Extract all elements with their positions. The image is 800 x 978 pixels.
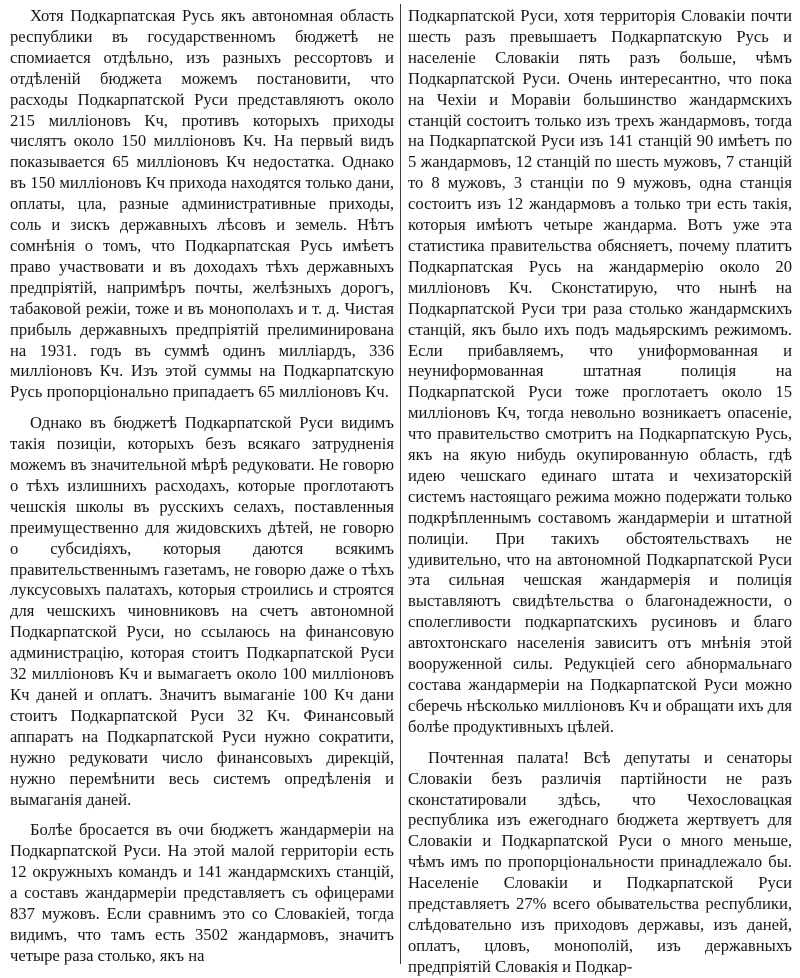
paragraph: Хотя Подкарпатская Русь якъ автономная область республики въ государственномъ бюджетѣ не спомиается отдѣльно, изъ разныхъ рессортовъ и отдѣленій бюджета можемъ постановити, что расходы Подкарпатской Руси представляютъ около 215 милліоновъ Кч, противъ которыхъ приходы числятъ около 150 милліоновъ Кч. На первый видъ показывается 65 милліоновъ Кч недостатка. Однако въ 150 милліоновъ Кч прихода находятся только дани, оплаты, цла, разные административные приходы, соль и зискъ державныхъ лѣсовъ и земель. Нѣтъ сомнѣнія о томъ, что Подкарпатская Русь имѣетъ право участвовати и въ доходахъ тѣхъ державныхъ предпріятій, напримѣръ почты, желѣзныхъ дорогъ, табаковой режіи, тоже и въ монополахъ и т. д. Чистая прибыль державныхъ предпріятій прелиминирована на 1931. годъ въ суммѣ одинъ милліардъ, 336 милліоновъ Кч. Изъ этой суммы на Подкарпатскую Русь пропорціонально припадаетъ 65 милліоновъ Кч. <box>10 6 394 402</box>
paragraph: Однако въ бюджетѣ Подкарпатской Руси видимъ такія позиціи, которыхъ безъ всякаго затрудненія можемъ въ значительной мѣрѣ редуковати. Не говорю о тѣхъ излишнихъ расходахъ, которые проглотаютъ чешскія школы въ русскихъ селахъ, поставленныя преимущественно для жидовскихъ дѣтей, не говорю о субсидіяхъ, которыя даются всякимъ правительственнымъ газетамъ, не говорю даже о тѣхъ луксусовыхъ палатахъ, которыя строились и строятся для чешскихъ чиновниковъ на счетъ автономной Подкарпатской Руси, но ссылаюсь на финансовую администрацію, которая стоитъ Подкарпатской Руси 32 милліоновъ Кч и вымагаетъ около 100 милліоновъ Кч даней и оплатъ. Значитъ вымаганіе 100 Кч дани стоитъ Подкарпатской Руси 32 Кч. Финансовый аппаратъ на Подкарпатской Руси нужно сократити, нужно редуковати число финансовыхъ дирекцій, нужно перемѣнити весь системъ опредѣленія и вымаганія даней. <box>10 413 394 809</box>
column-divider <box>400 4 401 964</box>
right-column <box>408 6 792 978</box>
left-column <box>10 6 394 967</box>
paragraph: Болѣе бросается въ очи бюджетъ жандармеріи на Подкарпатской Руси. На этой малой герриторіи есть 12 окружныхъ командъ и 141 жандармскихъ станцій, а составъ жандармеріи представляетъ съ офицерами 837 мужовъ. Если сравнимъ это со Словакіей, тогда видимъ, что тамъ есть 3502 жандармовъ, значитъ четыре раза столько, якъ на <box>10 820 394 965</box>
paragraph: Подкарпатской Руси, хотя территорія Словакіи почти шесть разъ превышаетъ Подкарпатскую Русь и населеніе Словакіи пять разъ больше, чѣмъ Подкарпатской Руси. Очень интересантно, что пока на Чехіи и Моравіи большинство жандармскихъ станцій состоитъ только изъ трехъ жандармовъ, тогда на Подкарпатской Руси изъ 141 станцій 90 имѣетъ по 5 жандармовъ, 12 станцій по шесть мужовъ, 7 станцій то 8 мужовъ, 3 станціи по 9 мужовъ, одна станція состоитъ изъ 12 жандармовъ а только три есть такія, которыя имѣютъ четыре жандарма. Вотъ уже эта статистика правительства обясняетъ, почему платитъ Подкарпатская Русь на жандармерію около 20 милліоновъ Кч. Сконстатирую, что нынѣ на Подкарпатской Руси три раза столько жандармскихъ станцій, якъ было ихъ подъ мадьярскимъ режимомъ. Если прибавляемъ, что униформованная и неуниформованная штатная полиція на Подкарпатской Руси тоже проглотаетъ около 15 милліоновъ Кч, тогда невольно возникаетъ опасеніе, что правительство смотритъ на Подкарпатскую Русь, якъ на якую нибудь окупированную область, гдѣ идею чешскаго единаго штата и чехизаторскій системъ настоящаго режима можно подержати только подкрѣпленнымъ составомъ жандармеріи и штатной полиціи. При такихъ обстоятельствахъ не удивительно, что на автономной Подкарпатской Руси эта сильная чешская жандармерія и полиція выставляютъ свидѣтельства о благонадежности, о сполегливости подкарпатскихъ русиновъ и благо автохтонскаго населенія зависитъ отъ мнѣнія этой вооруженной силы. Редукціей сего абнормальнаго состава жандармеріи на Подкарпатской Руси можно сберечь нѣсколько милліоновъ Кч и обращати ихъ для болѣе продуктивныхъ цѣлей. <box>408 6 792 736</box>
paragraph: Почтенная палата! Всѣ депутаты и сенаторы Словакіи безъ различія партійности не разъ сконстатировали здѣсь, что Чехословацкая республика изъ ежегоднаго бюджета жертвуетъ для Словакіи и Подкарпатской Руси о много меньше, чѣмъ имъ по пропорціональности принадлежало бы. Населеніе Словакіи и Подкарпатской Руси представляетъ 27% всего обывательства республики, слѣдовательно изъ приходовъ державы, изъ даней, оплатъ, цловъ, монополій, изъ державныхъ предпріятій Словакія и Подкар- <box>408 747 792 976</box>
